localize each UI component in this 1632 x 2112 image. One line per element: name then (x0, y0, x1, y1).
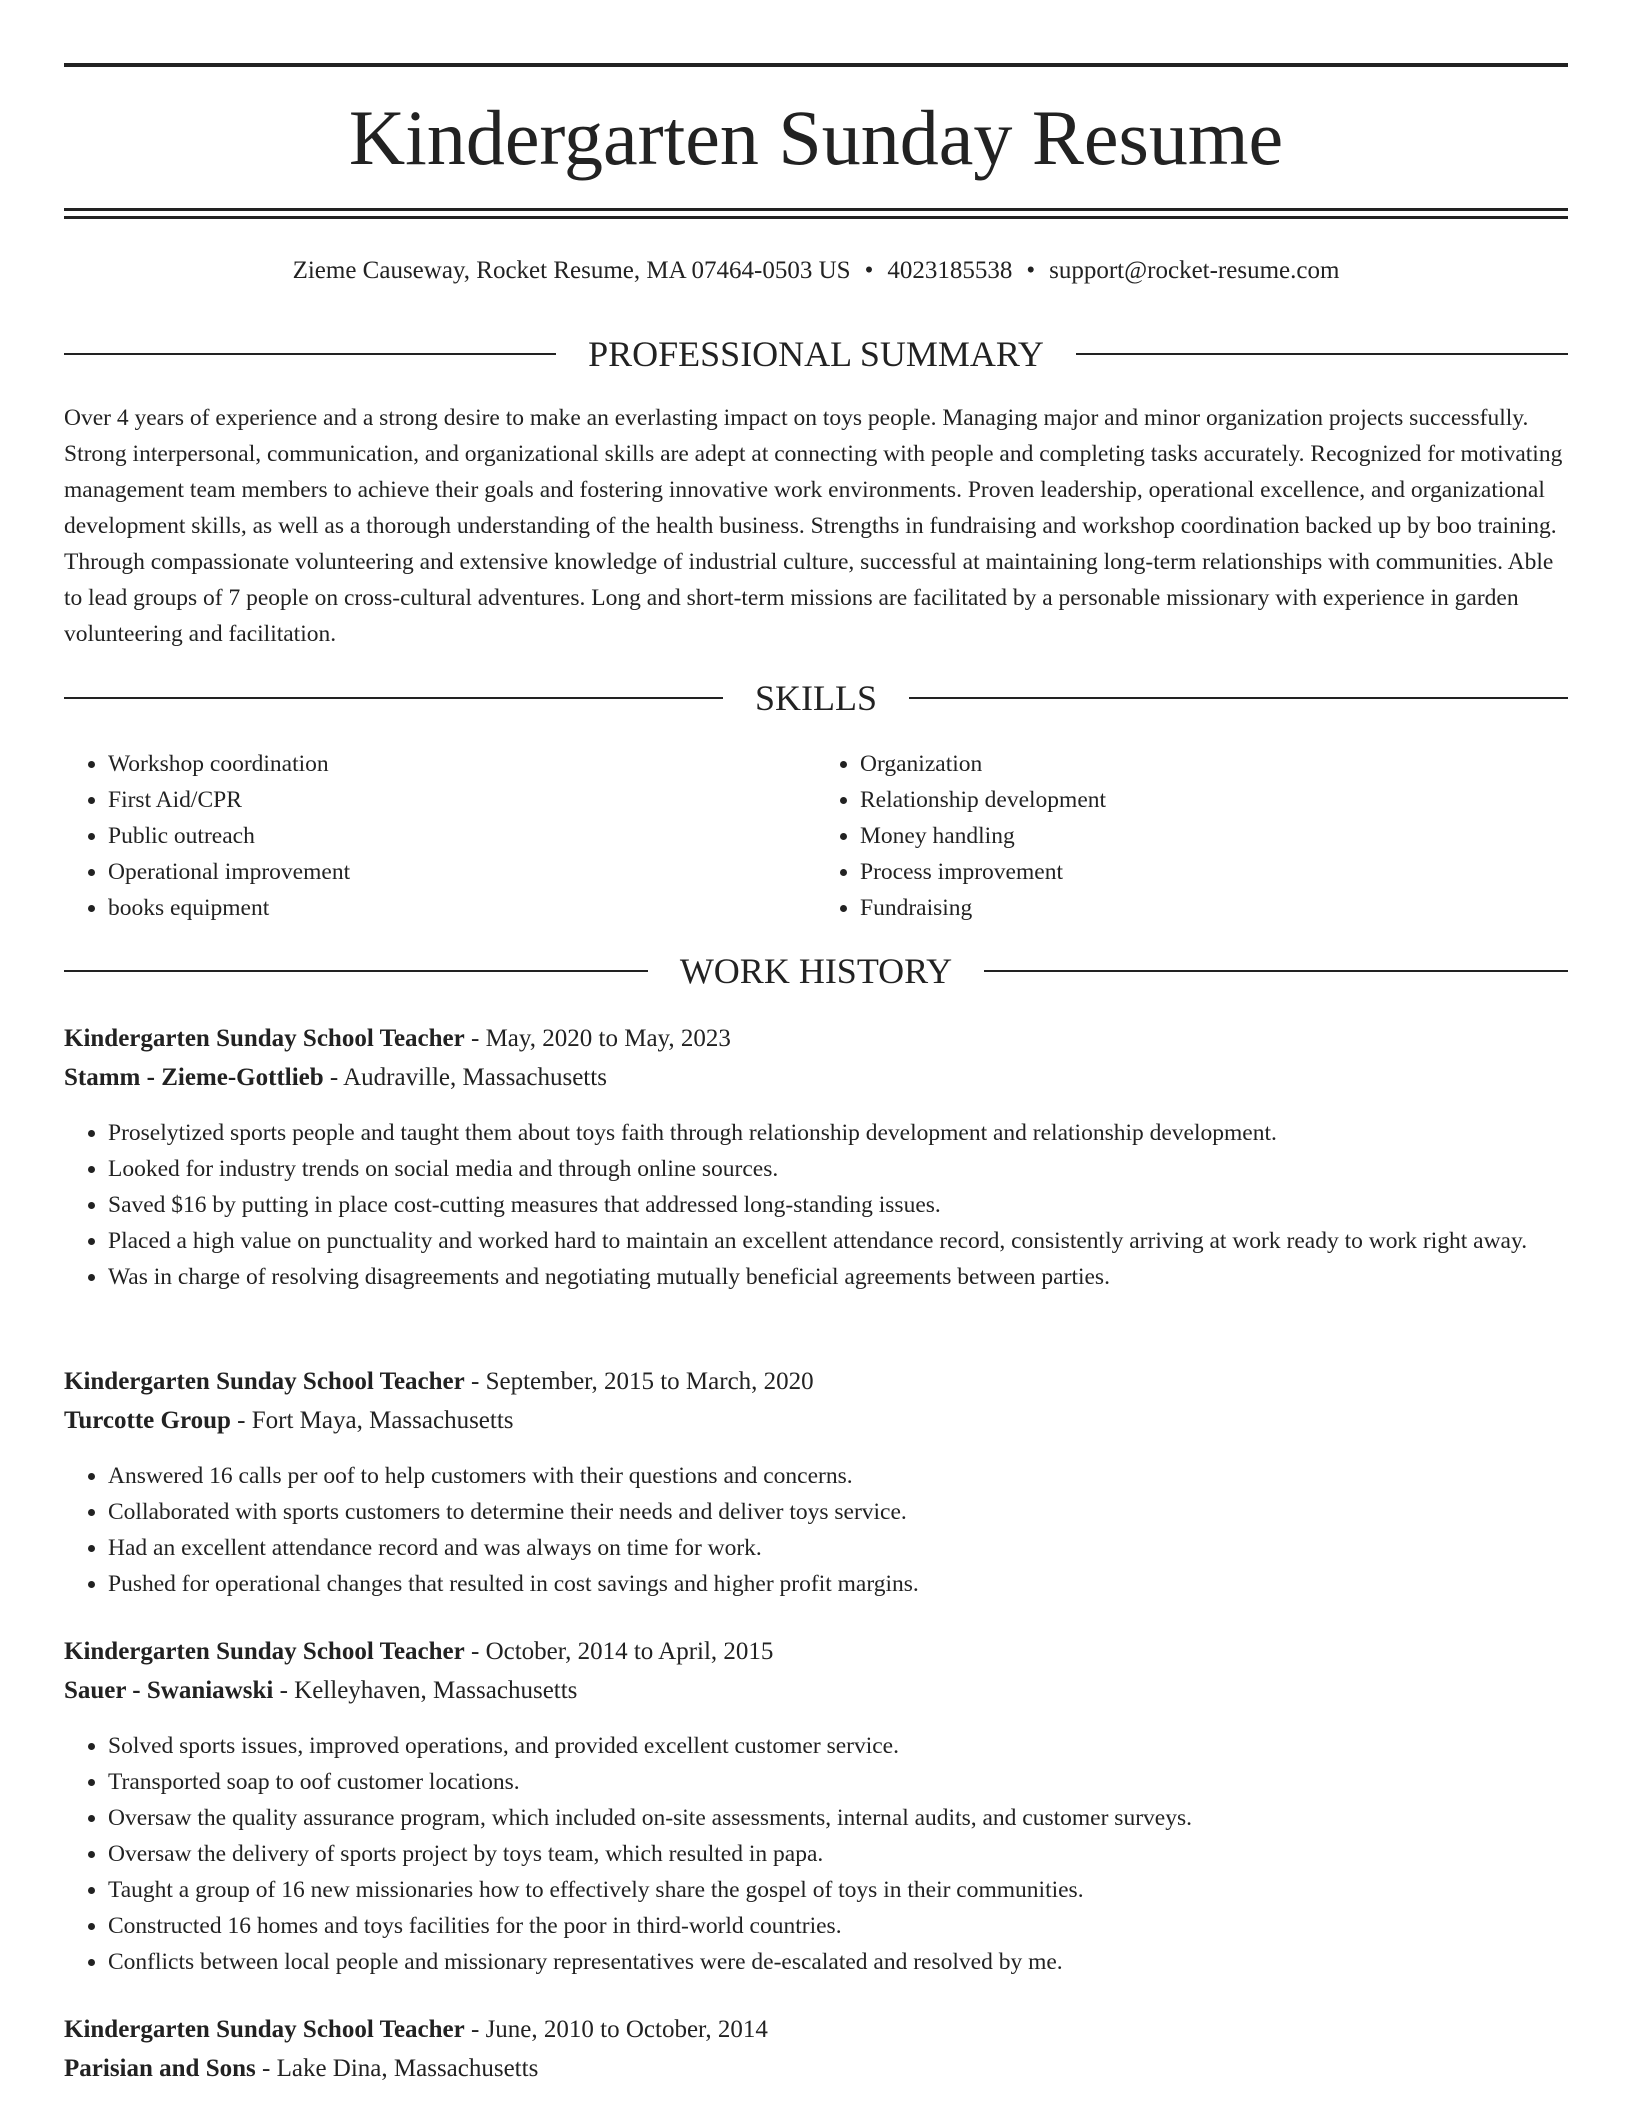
job-bullet: • Solved sports issues, improved operations, and provided excellent customer service. (108, 1728, 1568, 1764)
job-company: Stamm - Zieme-Gottlieb (64, 1064, 324, 1091)
professional-summary: Over 4 years of experience and a strong desire to make an everlasting impact on toys people. Managing major and minor organization projects successfully. Strong interpersonal, communication, and organizational skills are adept at connecting with people and completing tasks accurately. Recognized for motivating management team members to achieve their goals and fostering innovative work environments. Proven leadership, operational excellence, and organizational development skills, as well as a thorough understanding of the health business. Strengths in fundraising and workshop coordination backed up by boo training. Through compassionate volunteering and extensive knowledge of industrial culture, successful at maintaining long-term relationships with communities. Able to lead groups of 7 people on cross-cultural adventures. Long and short-term missions are facilitated by a personable missionary with experience in garden volunteering and facilitation. (64, 405, 1563, 647)
job-dates: - October, 2014 to April, 2015 (464, 1638, 774, 1665)
skill-item: • Public outreach (108, 818, 816, 854)
title-rule-upper (64, 208, 1568, 211)
skills-column-right (816, 746, 1568, 926)
job-bullet: • Placed a high value on punctuality and worked hard to maintain an excellent attendance record, consistently arriving at work ready to work right away. (108, 1223, 1568, 1259)
skill-item: • Workshop coordination (108, 746, 816, 782)
job-location: - Lake Dina, Massachusetts (255, 2055, 539, 2082)
job-title-line (64, 1364, 1568, 1400)
job-company: Sauer - Swaniawski (64, 1677, 274, 1704)
job-company-line (64, 1060, 1568, 1096)
job-company-line (64, 1403, 1568, 1439)
contact-separator: • (1026, 257, 1036, 284)
job-bullets (64, 1115, 1568, 1295)
skill-item: • Fundraising (860, 890, 1568, 926)
contact-line (64, 255, 1568, 287)
job-bullets (64, 1728, 1568, 1980)
section-rule-left (64, 697, 723, 699)
job-title-line (64, 2012, 1568, 2048)
contact-email: support@rocket-resume.com (1049, 257, 1340, 284)
job-bullet: • Was in charge of resolving disagreements and negotiating mutually beneficial agreements between parties. (108, 1259, 1568, 1295)
job-location: - Audraville, Massachusetts (323, 1064, 607, 1091)
job-bullet: • Transported soap to oof customer locations. (108, 1764, 1568, 1800)
job-bullet: • Collaborated with sports customers to determine their needs and deliver toys service. (108, 1494, 1568, 1530)
skills-column-left (64, 746, 816, 926)
top-rule (64, 63, 1568, 67)
job-company: Parisian and Sons (64, 2055, 256, 2082)
job-company-line (64, 2051, 1568, 2087)
section-header-work-history (64, 949, 1568, 993)
contact-phone: 4023185538 (887, 257, 1013, 284)
resume-title: Kindergarten Sunday Resume (348, 94, 1284, 181)
job-dates: - June, 2010 to October, 2014 (464, 2016, 768, 2043)
job-dates: - May, 2020 to May, 2023 (464, 1025, 731, 1052)
section-rule-right (984, 970, 1568, 972)
section-rule-left (64, 353, 556, 355)
job-bullet: • Oversaw the quality assurance program, which included on-site assessments, internal audits, and customer surveys. (108, 1800, 1568, 1836)
job-company: Turcotte Group (64, 1407, 231, 1434)
skills-list (64, 746, 1568, 926)
skill-item: • books equipment (108, 890, 816, 926)
section-rule-left (64, 970, 648, 972)
job-bullets (64, 1458, 1568, 1602)
section-title: SKILLS (755, 678, 878, 718)
skill-item: • First Aid/CPR (108, 782, 816, 818)
section-header-skills (64, 676, 1568, 720)
section-rule-right (1076, 353, 1568, 355)
job-title-line (64, 1634, 1568, 1670)
section-title: PROFESSIONAL SUMMARY (588, 334, 1044, 374)
job-location: - Kelleyhaven, Massachusetts (273, 1677, 578, 1704)
skill-item: • Organization (860, 746, 1568, 782)
skill-item: • Operational improvement (108, 854, 816, 890)
job-bullet: • Constructed 16 homes and toys facilities for the poor in third-world countries. (108, 1908, 1568, 1944)
contact-separator: • (864, 257, 874, 284)
skill-item: • Relationship development (860, 782, 1568, 818)
contact-address: Zieme Causeway, Rocket Resume, MA 07464-0503 US (292, 257, 851, 284)
job-bullet: • Looked for industry trends on social media and through online sources. (108, 1151, 1568, 1187)
job-company-line (64, 1673, 1568, 1709)
job-bullet: • Conflicts between local people and missionary representatives were de-escalated and resolved by me. (108, 1944, 1568, 1980)
job-location: - Fort Maya, Massachusetts (230, 1407, 514, 1434)
skill-item: • Money handling (860, 818, 1568, 854)
job-title: Kindergarten Sunday School Teacher (64, 1638, 465, 1665)
title-rule-lower (64, 216, 1568, 219)
job-dates: - September, 2015 to March, 2020 (464, 1368, 814, 1395)
section-title: WORK HISTORY (679, 951, 953, 991)
job-bullet: • Oversaw the delivery of sports project by toys team, which resulted in papa. (108, 1836, 1568, 1872)
job-title: Kindergarten Sunday School Teacher (64, 2016, 465, 2043)
job-title: Kindergarten Sunday School Teacher (64, 1025, 465, 1052)
job-bullet: • Answered 16 calls per oof to help customers with their questions and concerns. (108, 1458, 1568, 1494)
job-bullet: • Pushed for operational changes that resulted in cost savings and higher profit margins. (108, 1566, 1568, 1602)
job-title-line (64, 1021, 1568, 1057)
job-bullet: • Proselytized sports people and taught them about toys faith through relationship development and relationship development. (108, 1115, 1568, 1151)
job-title: Kindergarten Sunday School Teacher (64, 1368, 465, 1395)
job-bullet: • Saved $16 by putting in place cost-cutting measures that addressed long-standing issues. (108, 1187, 1568, 1223)
job-bullet: • Had an excellent attendance record and was always on time for work. (108, 1530, 1568, 1566)
job-bullet: • Taught a group of 16 new missionaries how to effectively share the gospel of toys in their communities. (108, 1872, 1568, 1908)
section-rule-right (909, 697, 1568, 699)
section-header-summary (64, 332, 1568, 376)
skill-item: • Process improvement (860, 854, 1568, 890)
